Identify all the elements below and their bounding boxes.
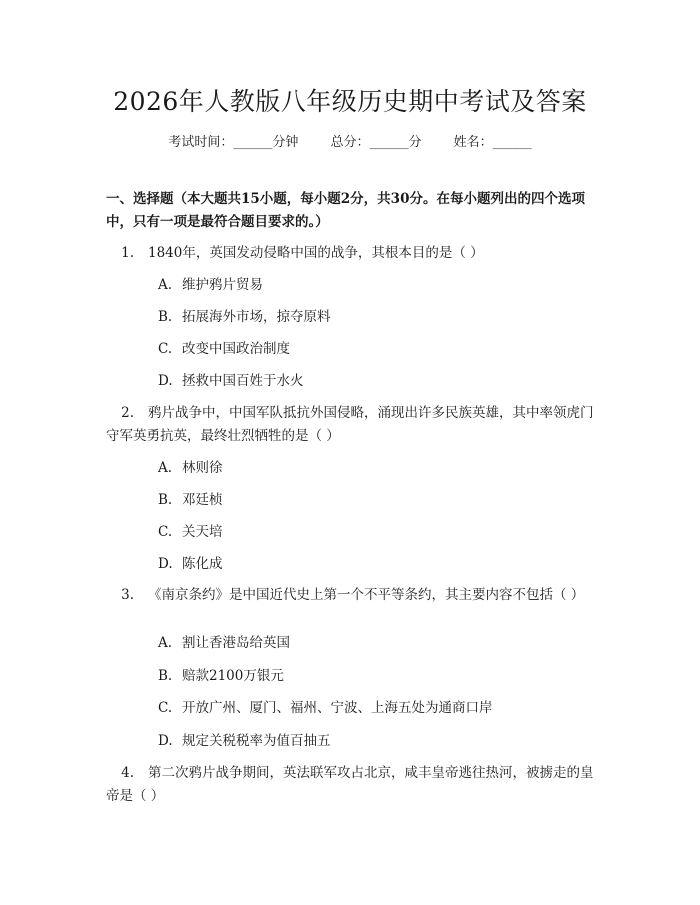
option-letter: B. <box>158 492 173 508</box>
option-text: 割让香港岛给英国 <box>182 635 290 651</box>
question-2-option-b <box>158 490 223 510</box>
section-heading: 一、选择题（本大题共15小题，每小题2分，共30分。在每小题列出的四个选项中，只有一项是最符合题目要求的。） <box>106 191 585 230</box>
option-letter: A. <box>158 635 173 651</box>
question-1-option-c <box>158 339 290 359</box>
option-text: 邓廷桢 <box>182 492 223 508</box>
option-text: 开放广州、厦门、福州、宁波、上海五处为通商口岸 <box>182 700 493 716</box>
question-text: 第二次鸦片战争期间，英法联军攻占北京，咸丰皇帝逃往热河，被掳走的皇帝是（ ） <box>106 765 594 804</box>
option-text: 林则徐 <box>182 460 223 476</box>
question-number: 2. <box>121 405 134 421</box>
option-text: 规定关税税率为值百抽五 <box>182 733 331 749</box>
option-letter: A. <box>158 460 173 476</box>
page-title: 2026年人教版八年级历史期中考试及答案 <box>113 87 587 116</box>
option-letter: B. <box>158 668 173 684</box>
exam-meta <box>0 131 700 150</box>
question-number: 1. <box>121 245 134 261</box>
question-1 <box>106 242 596 265</box>
option-letter: C. <box>158 341 173 357</box>
total-score-field: 总分：______分 <box>330 135 422 150</box>
option-letter: C. <box>158 524 173 540</box>
option-text: 改变中国政治制度 <box>182 341 290 357</box>
question-text: 鸦片战争中，中国军队抵抗外国侵略，涌现出许多民族英雄，其中率领虎门守军英勇抗英，最终壮烈牺牲的是（ ） <box>106 405 594 444</box>
question-2 <box>106 402 596 448</box>
option-text: 拯救中国百姓于水火 <box>182 373 304 389</box>
question-3 <box>106 584 596 607</box>
question-4 <box>106 762 596 808</box>
student-name-field: 姓名：______ <box>453 135 532 150</box>
option-text: 维护鸦片贸易 <box>182 277 263 293</box>
question-3-option-d <box>158 731 331 751</box>
question-text: 《南京条约》是中国近代史上第一个不平等条约，其主要内容不包括（ ） <box>148 587 585 603</box>
question-number: 3. <box>121 587 134 603</box>
question-2-option-d <box>158 554 223 574</box>
option-text: 关天培 <box>182 524 223 540</box>
option-letter: C. <box>158 700 173 716</box>
question-1-option-b <box>158 307 331 327</box>
option-letter: D. <box>158 733 173 749</box>
question-number: 4. <box>121 765 134 781</box>
question-3-option-b <box>158 666 284 686</box>
question-3-option-c <box>158 698 493 718</box>
exam-time-field: 考试时间：______分钟 <box>168 135 299 150</box>
option-text: 赔款2100万银元 <box>182 668 284 684</box>
option-letter: B. <box>158 309 173 325</box>
question-2-option-a <box>158 458 223 478</box>
question-text: 1840年，英国发动侵略中国的战争，其根本目的是（ ） <box>148 245 484 261</box>
option-text: 拓展海外市场，掠夺原料 <box>182 309 331 325</box>
option-letter: A. <box>158 277 173 293</box>
question-2-option-c <box>158 522 223 542</box>
question-1-option-d <box>158 371 304 391</box>
option-letter: D. <box>158 556 173 572</box>
option-text: 陈化成 <box>182 556 223 572</box>
question-1-option-a <box>158 275 263 295</box>
question-3-option-a <box>158 633 290 653</box>
option-letter: D. <box>158 373 173 389</box>
